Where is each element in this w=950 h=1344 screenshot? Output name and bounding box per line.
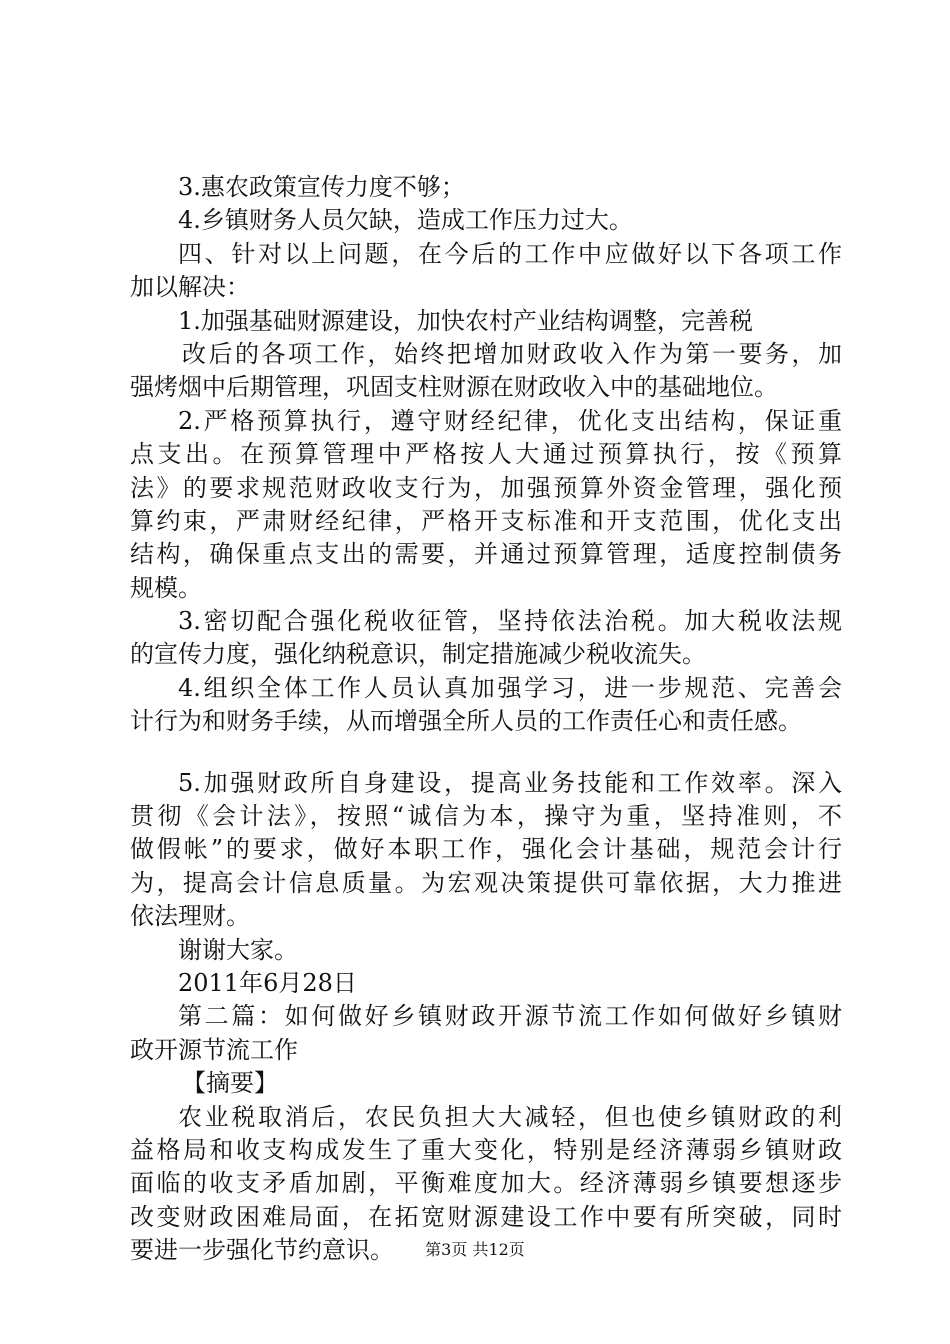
page-footer: 第3页 共12页 xyxy=(425,1240,525,1259)
paragraph-gap xyxy=(130,739,842,767)
document-body xyxy=(130,171,842,1268)
text-line: 【摘要】 xyxy=(182,1069,278,1098)
text-line: 四、针对以上问题，在今后的工作中应做好以下各项工作 xyxy=(178,239,842,268)
text-line: 做假帐”的要求，做好本职工作，强化会计基础，规范会计行 xyxy=(130,835,842,864)
text-line: 加以解决： xyxy=(130,273,250,302)
text-line: 改变财政困难局面，在拓宽财源建设工作中要有所突破，同时 xyxy=(130,1202,842,1231)
text-line: 的宣传力度，强化纳税意识，制定措施减少税收流失。 xyxy=(130,640,706,669)
text-line: 3.密切配合强化税收征管，坚持依法治税。加大税收法规 xyxy=(178,607,842,636)
text-line: 4.组织全体工作人员认真加强学习，进一步规范、完善会 xyxy=(178,673,842,702)
text-line: 结构，确保重点支出的需要，并通过预算管理，适度控制债务 xyxy=(130,540,842,569)
text-line: 强烤烟中后期管理，巩固支柱财源在财政收入中的基础地位。 xyxy=(130,373,778,402)
text-line: 法》的要求规范财政收支行为，加强预算外资金管理，强化预 xyxy=(130,473,842,502)
text-line: 农业税取消后，农民负担大大减轻，但也使乡镇财政的利 xyxy=(178,1102,842,1131)
text-line: 为，提高会计信息质量。为宏观决策提供可靠依据，大力推进 xyxy=(130,868,842,897)
text-line: 计行为和财务手续，从而增强全所人员的工作责任心和责任感。 xyxy=(130,707,802,736)
text-line: 益格局和收支构成发生了重大变化，特别是经济薄弱乡镇财政 xyxy=(130,1135,842,1164)
text-line: 贯彻《会计法》，按照“诚信为本，操守为重，坚持准则，不 xyxy=(130,802,842,831)
text-line: 算约束，严肃财经纪律，严格开支标准和开支范围，优化支出 xyxy=(130,506,842,535)
text-line: 5.加强财政所自身建设，提高业务技能和工作效率。深入 xyxy=(178,768,842,797)
text-line: 4.乡镇财务人员欠缺，造成工作压力过大。 xyxy=(178,206,633,235)
text-line: 政开源节流工作 xyxy=(130,1035,298,1064)
text-line: 改后的各项工作，始终把增加财政收入作为第一要务，加 xyxy=(182,339,842,368)
text-line: 要进一步强化节约意识。 xyxy=(130,1236,394,1265)
text-line: 规模。 xyxy=(130,573,202,602)
text-line: 第二篇：如何做好乡镇财政开源节流工作如何做好乡镇财 xyxy=(178,1002,842,1031)
text-line: 依法理财。 xyxy=(130,902,250,931)
text-line: 2.严格预算执行，遵守财经纪律，优化支出结构，保证重 xyxy=(178,406,842,435)
text-line: 3.惠农政策宣传力度不够； xyxy=(178,173,465,201)
text-line: 面临的收支矛盾加剧，平衡难度加大。经济薄弱乡镇要想逐步 xyxy=(130,1169,842,1198)
text-line: 1.加强基础财源建设，加快农村产业结构调整，完善税 xyxy=(178,306,753,335)
text-line: 2011年6月28日 xyxy=(178,968,357,997)
text-line: 点支出。在预算管理中严格按人大通过预算执行，按《预算 xyxy=(130,440,842,469)
text-line: 谢谢大家。 xyxy=(178,935,298,964)
